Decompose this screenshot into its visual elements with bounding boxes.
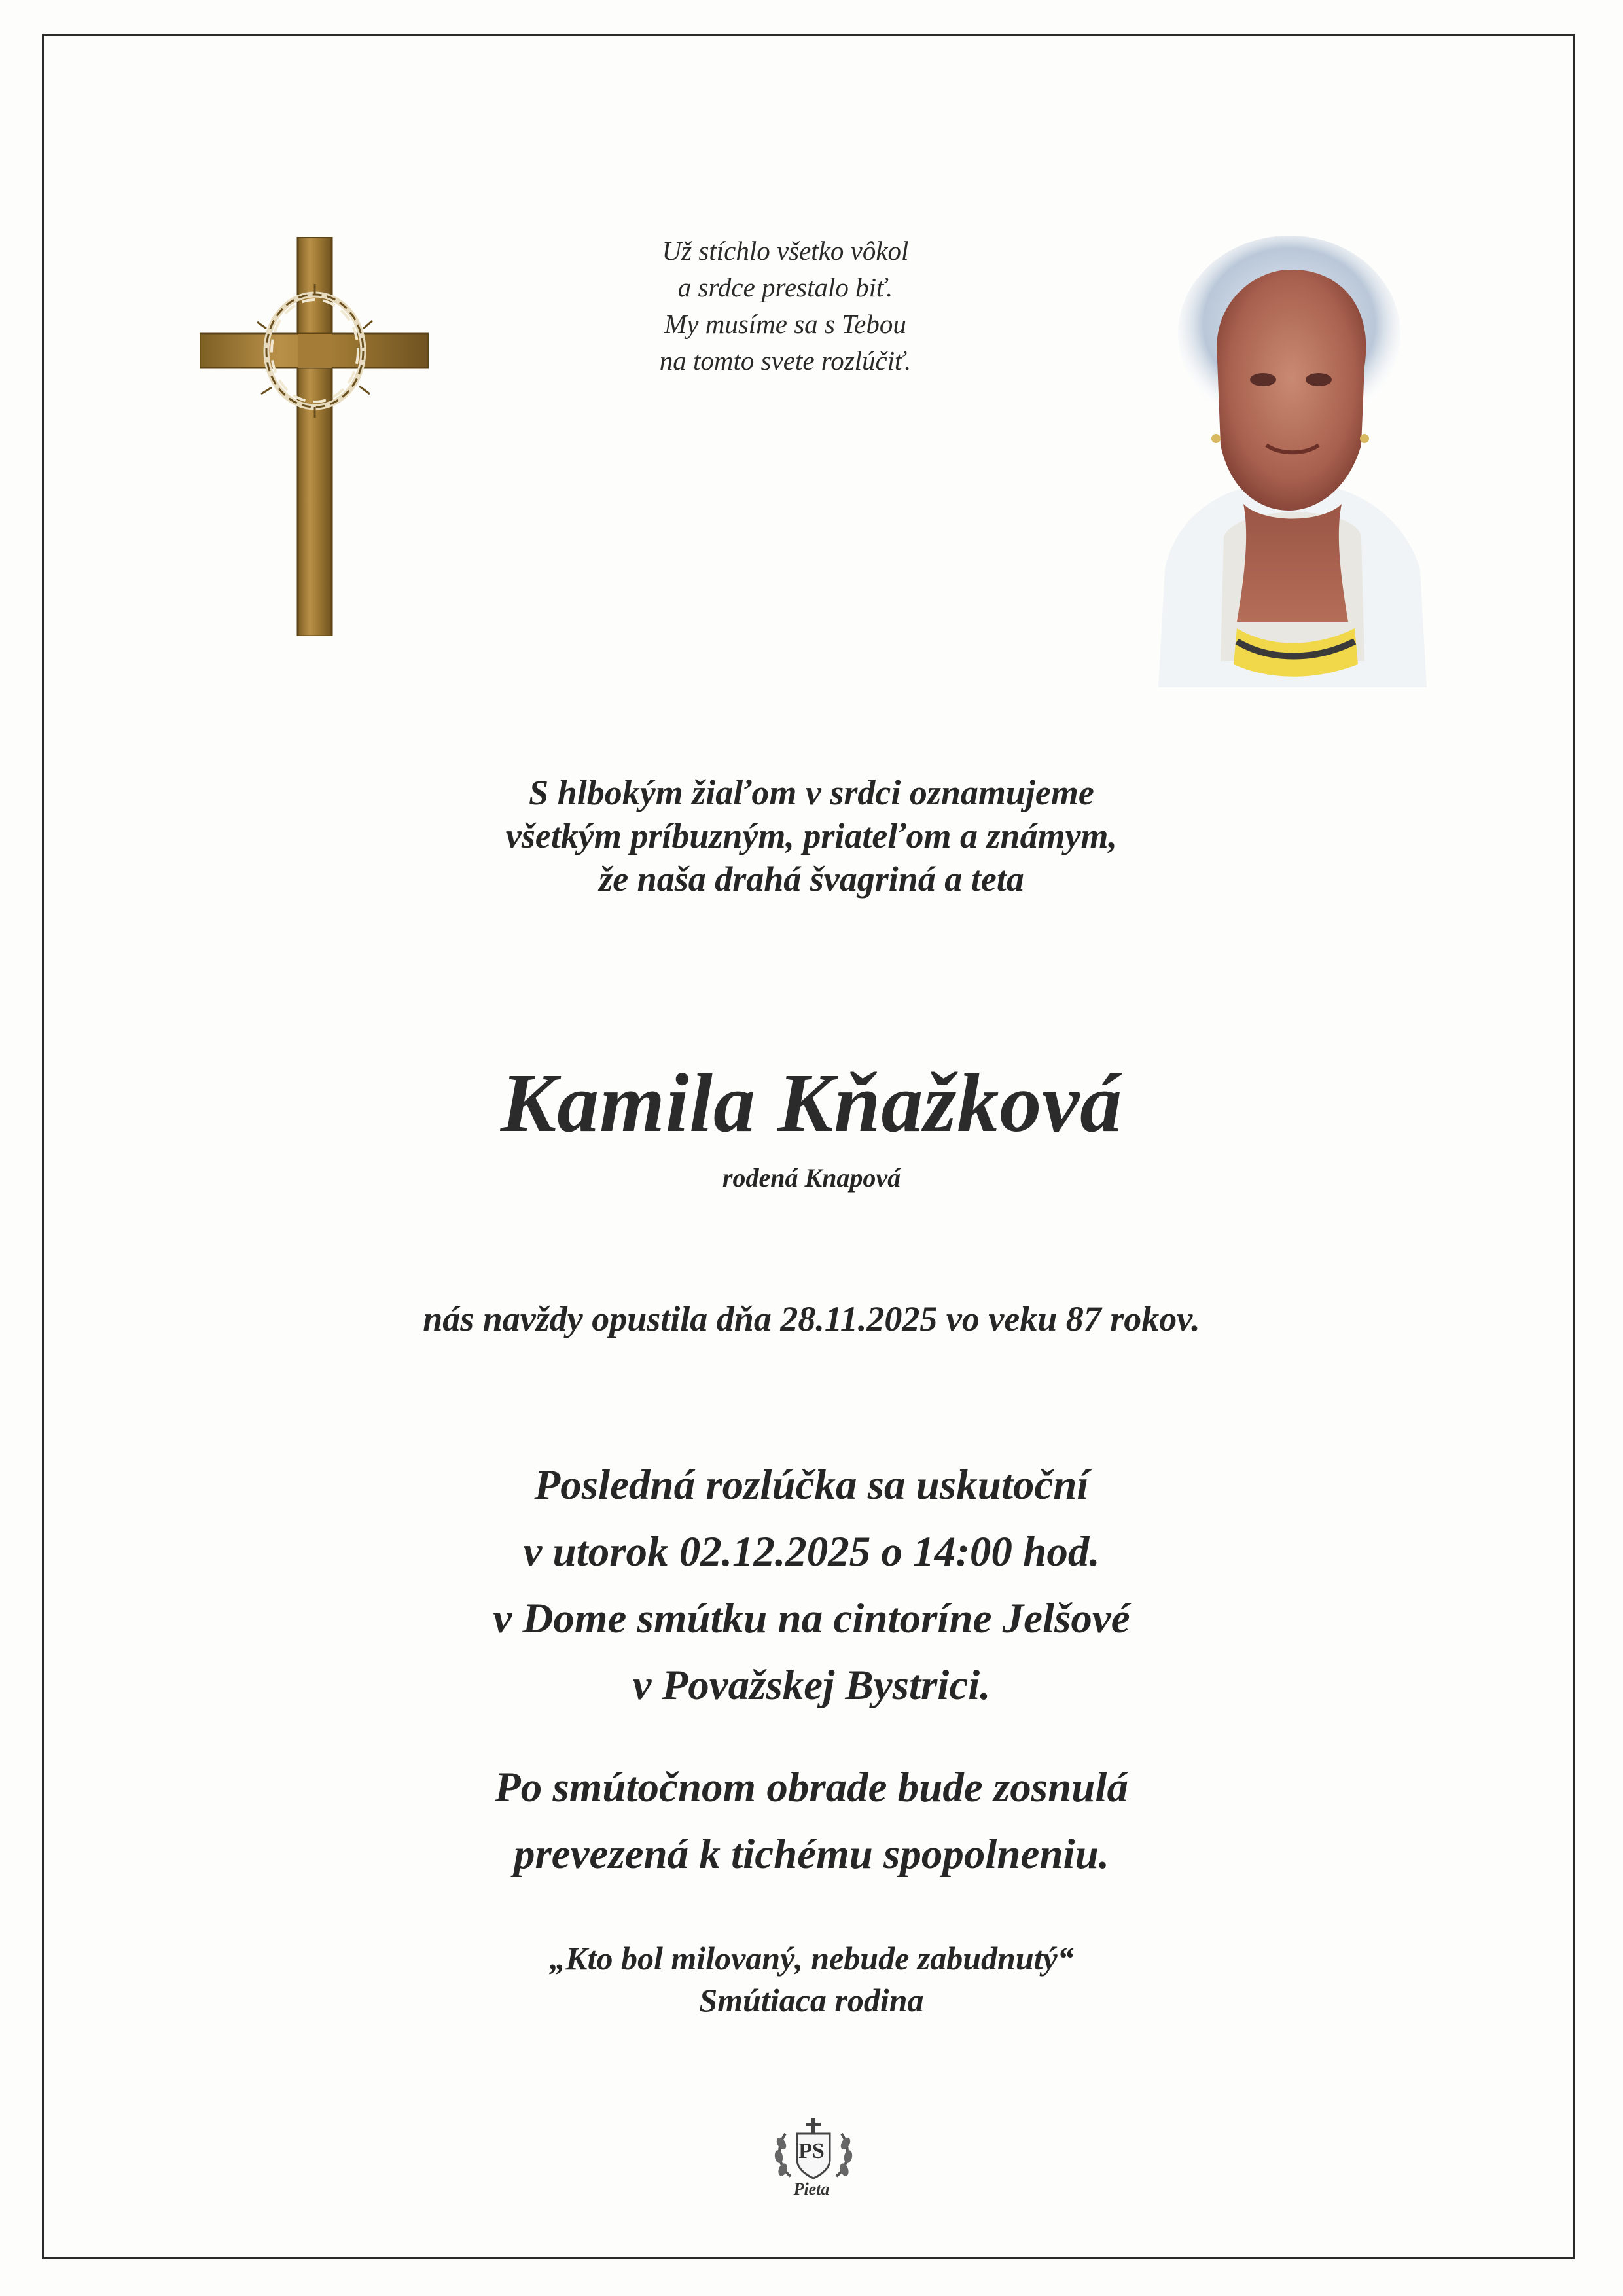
funeral-line: v Považskej Bystrici. xyxy=(632,1662,991,1709)
announcement-line: S hlbokým žiaľom v srdci oznamujeme xyxy=(529,773,1094,812)
logo-name: Pieta xyxy=(793,2179,830,2198)
cremation-note xyxy=(0,1754,1623,1888)
cross-icon xyxy=(200,237,429,636)
announcement-line: že naša drahá švagriná a teta xyxy=(599,859,1024,899)
death-notice: nás navždy opustila dňa 28.11.2025 vo veku 87 rokov. xyxy=(423,1299,1200,1338)
poem-line: Už stíchlo všetko vôkol xyxy=(662,236,909,266)
funeral-details xyxy=(0,1452,1623,1719)
closing xyxy=(0,1937,1623,2021)
maiden-name: rodená Knapová xyxy=(722,1163,901,1193)
poem-line: na tomto svete rozlúčiť. xyxy=(659,346,912,376)
funeral-line: v Dome smútku na cintoríne Jelšové xyxy=(493,1595,1130,1642)
cremation-line: Po smútočnom obrade bude zosnulá xyxy=(495,1764,1128,1811)
announcement-line: všetkým príbuzným, priateľom a známym, xyxy=(505,816,1118,855)
announcement xyxy=(0,771,1623,901)
deceased-name: Kamila Kňažková xyxy=(500,1056,1123,1149)
poem-line: a srdce prestalo biť. xyxy=(677,272,893,302)
funeral-line: Posledná rozlúčka sa uskutoční xyxy=(534,1462,1089,1509)
closing-signature: Smútiaca rodina xyxy=(699,1982,924,2018)
poem xyxy=(589,232,982,379)
pieta-wreath-logo-icon xyxy=(764,2114,863,2219)
poem-line: My musíme sa s Tebou xyxy=(664,309,906,339)
cremation-line: prevezená k tichému spopolneniu. xyxy=(513,1831,1110,1878)
portrait-photo xyxy=(1139,229,1440,687)
logo-monogram: PS xyxy=(798,2139,825,2163)
funeral-line: v utorok 02.12.2025 o 14:00 hod. xyxy=(523,1528,1100,1575)
closing-quote: „Kto bol milovaný, nebude zabudnutý“ xyxy=(549,1940,1074,1977)
